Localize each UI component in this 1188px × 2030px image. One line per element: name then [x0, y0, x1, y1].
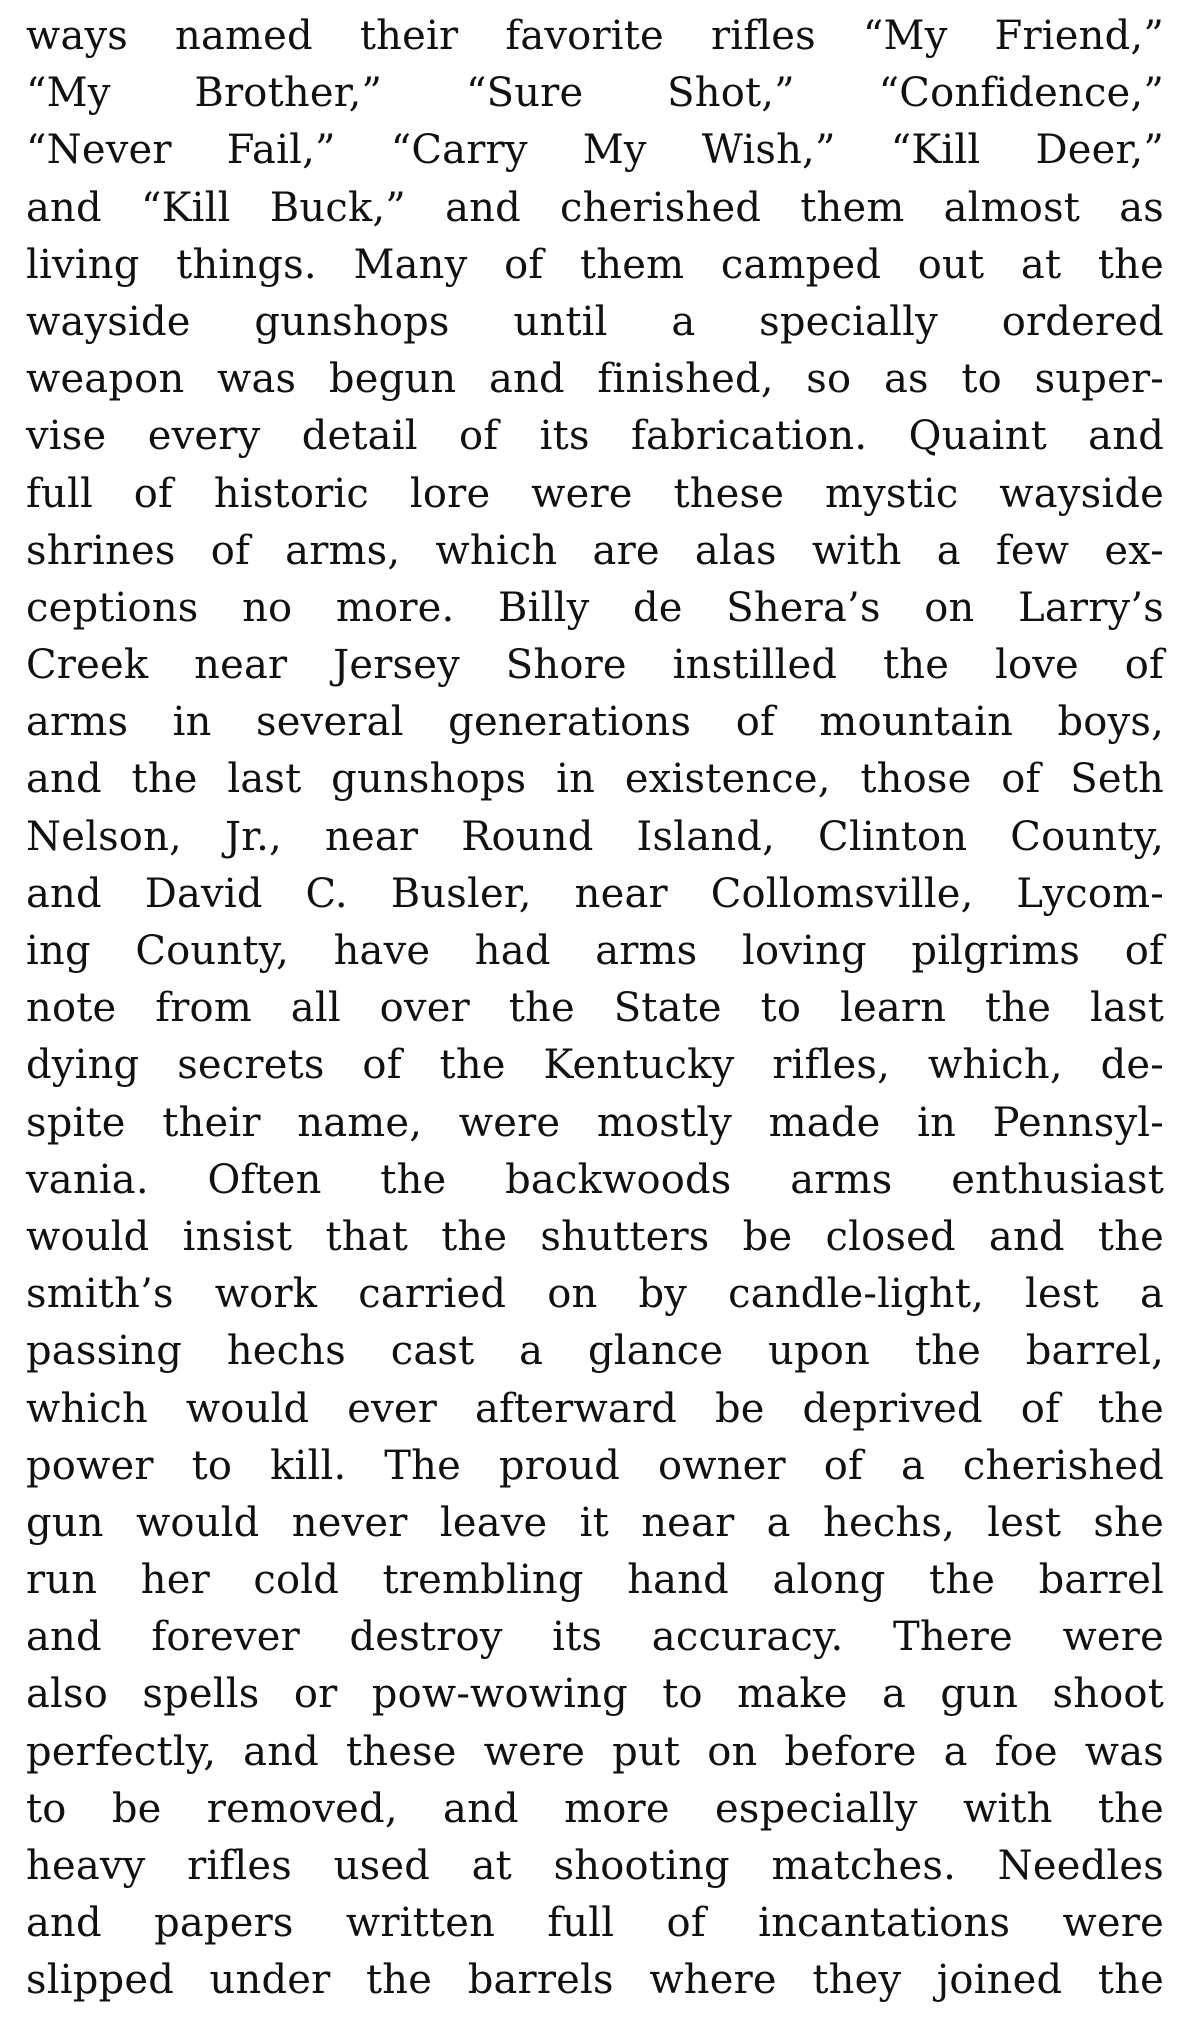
text-line-05: living things. Many of them camped out at the [26, 241, 1164, 288]
text-line-03: “Never Fail,” “Carry My Wish,” “Kill Deer,” [26, 127, 1164, 174]
text-line-28: run her cold trembling hand along the barrel [26, 1557, 1164, 1604]
text-line-34: and papers written full of incantations were [26, 1900, 1164, 1947]
text-line-04: and “Kill Buck,” and cherished them almost as [26, 184, 1164, 231]
text-line-33: heavy rifles used at shooting matches. Needles [26, 1843, 1164, 1889]
text-line-26: power to kill. The proud owner of a cherished [26, 1442, 1164, 1489]
text-line-09: full of historic lore were these mystic wayside [26, 470, 1164, 517]
text-line-12: Creek near Jersey Shore instilled the love of [26, 642, 1164, 689]
text-line-20: spite their name, were mostly made in Pennsyl- [26, 1099, 1164, 1146]
text-line-16: and David C. Busler, near Collomsville, Lycom- [26, 870, 1164, 917]
text-line-23: smith’s work carried on by candle-light, lest a [26, 1271, 1164, 1318]
text-line-07: weapon was begun and finished, so as to super- [26, 356, 1164, 403]
text-line-08: vise every detail of its fabrication. Quaint and [26, 413, 1164, 460]
text-line-06: wayside gunshops until a specially ordered [26, 298, 1164, 345]
text-line-11: ceptions no more. Billy de Shera’s on Larry’s [26, 584, 1164, 631]
text-line-35: slipped under the barrels where they joined the [26, 1957, 1164, 2004]
text-line-13: arms in several generations of mountain boys, [26, 699, 1164, 746]
text-line-29: and forever destroy its accuracy. There were [26, 1614, 1164, 1661]
text-line-18: note from all over the State to learn the last [26, 985, 1164, 1032]
document-page [26, 8, 1164, 2018]
text-line-10: shrines of arms, which are alas with a few ex- [26, 527, 1164, 574]
text-line-31: perfectly, and these were put on before a foe was [26, 1728, 1164, 1775]
text-line-01: ways named their favorite rifles “My Friend,” [26, 13, 1164, 59]
text-line-19: dying secrets of the Kentucky rifles, which, de- [26, 1042, 1164, 1089]
text-line-02: “My Brother,” “Sure Shot,” “Confidence,” [26, 70, 1164, 117]
text-line-30: also spells or pow-wowing to make a gun shoot [26, 1671, 1164, 1718]
text-line-22: would insist that the shutters be closed and the [26, 1213, 1164, 1260]
text-line-24: passing hechs cast a glance upon the barrel, [26, 1328, 1164, 1375]
text-line-15: Nelson, Jr., near Round Island, Clinton County, [26, 813, 1164, 860]
text-line-14: and the last gunshops in existence, those of Seth [26, 756, 1164, 803]
text-line-21: vania. Often the backwoods arms enthusiast [26, 1156, 1164, 1203]
text-line-32: to be removed, and more especially with the [26, 1785, 1164, 1832]
text-line-25: which would ever afterward be deprived of the [26, 1385, 1164, 1432]
text-line-27: gun would never leave it near a hechs, lest she [26, 1499, 1164, 1546]
text-line-17: ing County, have had arms loving pilgrims of [26, 928, 1164, 974]
